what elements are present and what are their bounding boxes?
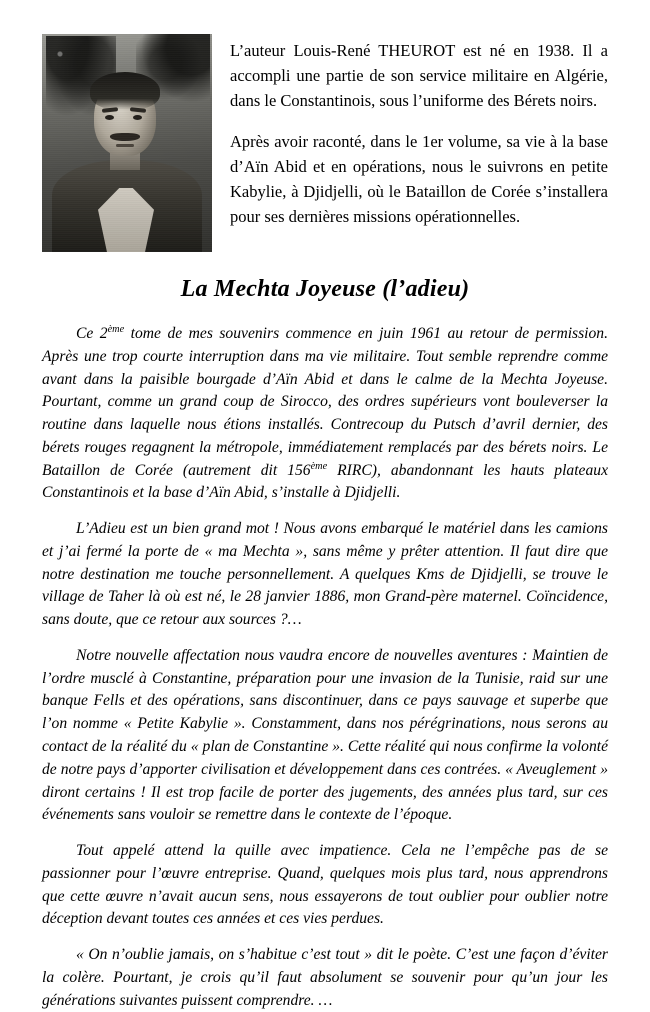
body-text-block — [42, 323, 608, 1012]
body-paragraph-5: « On n’oublie jamais, on s’habitue c’est tout » dit le poète. C’est une façon d’éviter la colère. Pourtant, je crois qu’il faut absolument se souvenir pour qu’un jour les générations suivantes puissent comprendre. … — [42, 946, 608, 1009]
body-paragraph-1 — [42, 323, 608, 505]
body-paragraph-4: Tout appelé attend la quille avec impatience. Cela ne l’empêche pas de se passionner pour l’œuvre entreprise. Quand, quelques mois plus tard, nous apprendrons que cette œuvre n’avait aucun sens, nous essayerons de tout oublier pour oublier notre déception devant toutes ces années et ces vies perdues. — [42, 842, 608, 928]
intro-paragraph-2: Après avoir raconté, dans le 1er volume, sa vie à la base d’Aïn Abid et en opérations, nous le suivrons en petite Kabylie, à Djidjelli, où le Bataillon de Corée s’installera pour ses dernières missions opérationnelles. — [230, 132, 608, 227]
photo-eye-right — [133, 115, 142, 120]
body-p1-pre: Ce 2 — [76, 325, 108, 342]
header-block — [42, 34, 608, 252]
author-portrait-photo — [42, 34, 212, 252]
body-paragraph-3: Notre nouvelle affectation nous vaudra encore de nouvelles aventures : Maintien de l’ordre musclé à Constantine, préparation pour une invasion de la Tunisie, raid sur une banque Fells et des opérations, sans discontinuer, dans ce pays sauvage et superbe que l’on nomme « Petite Kabylie ». Constamment, dans nos pérégrinations, nous serons au contact de la réalité du « plan de Constantine ». Cette réalité qui nous confirme la volonté de notre pays d’apporter civilisation et développement dans ces contrées. « Aveuglement » diront certains ! Il est trop facile de porter des jugements, des années plus tard, sur ces événements sans vouloir se remettre dans le contexte de l’époque. — [42, 646, 608, 824]
intro-text-block — [230, 34, 608, 230]
body-paragraph-2: L’Adieu est un bien grand mot ! Nous avons embarqué le matériel dans les camions et j’ai fermé la porte de « ma Mechta », sans même y prêter attention. Il faut dire que notre destination me touche personnellement. A quelques Kms de Djidjelli, se trouve le village de Taher là où est né, le 28 janvier 1886, mon Grand-père maternel. Coïncidence, sans doute, que ce retour aux sources ?… — [42, 520, 608, 629]
intro-paragraph-1: L’auteur Louis-René THEUROT est né en 1938. Il a accompli une partie de son service militaire en Algérie, dans le Constantinois, sous l’uniforme des Bérets noirs. — [230, 41, 608, 111]
photo-hair — [90, 72, 160, 110]
body-p1-ordinal-1: ème — [107, 323, 125, 335]
body-p1-ordinal-2: ème — [310, 460, 328, 472]
photo-mouth — [116, 144, 134, 147]
page-title: La Mechta Joyeuse (l’adieu) — [180, 276, 470, 302]
body-p1-end: RIRC), abandonnant les hauts plateaux Constantinois et la base d’Aïn Abid, s’installe à Djidjelli. — [42, 461, 608, 502]
photo-mustache — [110, 133, 140, 141]
photo-eye-left — [105, 115, 114, 120]
body-p1-mid: tome de mes souvenirs commence en juin 1961 au retour de permission. Après une trop courte interruption dans ma vie militaire. Tout semble reprendre comme avant dans la paisible bourgade d’Aïn Abid et dans le calme de la Mechta Joyeuse. Pourtant, comme un grand coup de Sirocco, des ordres supérieurs vont bouleverser la routine dans laquelle nous étions installés. Contrecoup du Putsch d’avril dernier, des bérets rouges regagnent la métropole, immédiatement remplacés par des bérets noirs. Le Bataillon de Corée (autrement dit 156 — [42, 325, 608, 479]
